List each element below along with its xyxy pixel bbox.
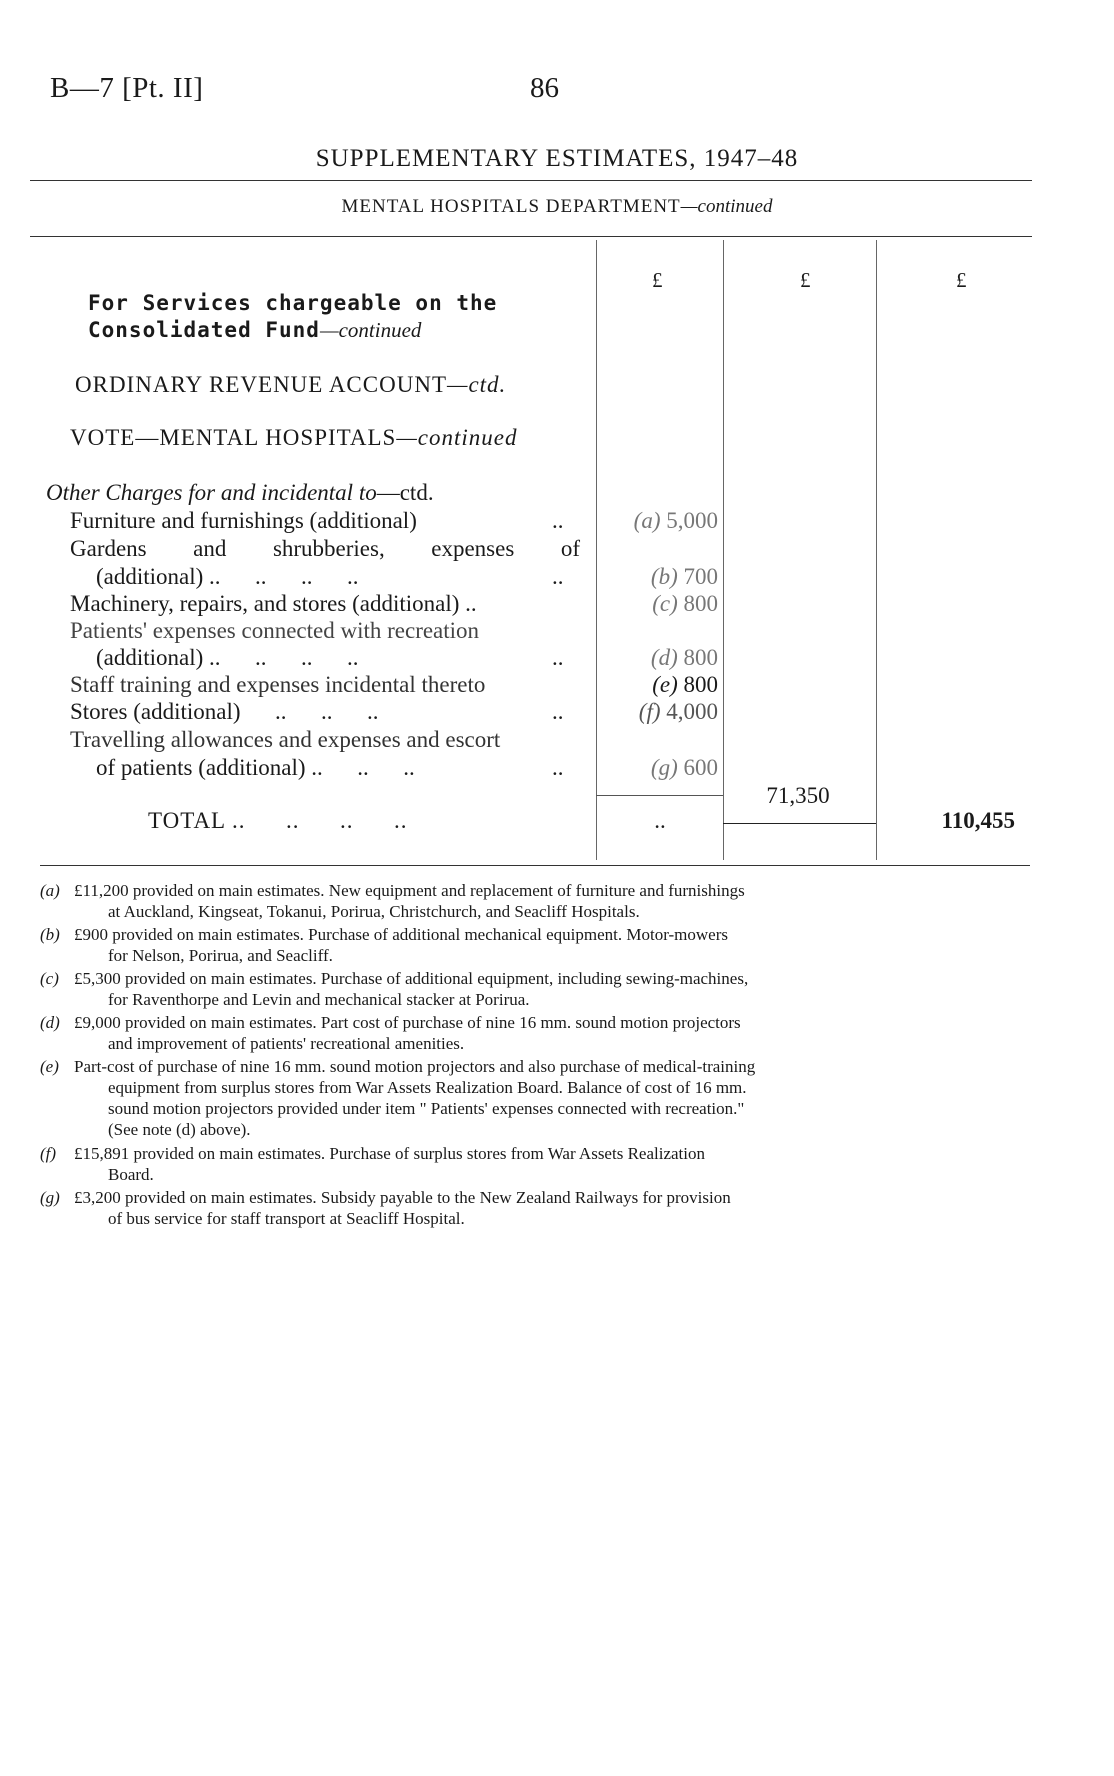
item-note: (c) bbox=[652, 591, 678, 616]
item-leader-dots: .. bbox=[552, 564, 564, 589]
item-label: Furniture and furnishings (additional) bbox=[70, 508, 417, 533]
item-label: Patients' expenses connected with recreation bbox=[70, 618, 480, 643]
footnote-text-continued: sound motion projectors provided under item " Patients' expenses connected with recreation." bbox=[108, 1099, 745, 1118]
department-suffix: —continued bbox=[680, 196, 773, 217]
footnote bbox=[40, 1056, 1030, 1140]
item-label-continued: (additional) .. .. .. .. bbox=[96, 645, 359, 670]
footnote-key: (d) bbox=[40, 1013, 60, 1032]
subhead-text: Other Charges for and incidental to bbox=[46, 480, 377, 505]
footnote-rule bbox=[40, 865, 1030, 866]
footnote-text: £11,200 provided on main estimates. New equipment and replacement of furniture and furnishings bbox=[74, 881, 745, 900]
footnote bbox=[40, 924, 1030, 966]
department-heading bbox=[0, 196, 1114, 218]
item-label: Gardens and shrubberies, expenses of bbox=[70, 536, 580, 561]
subtotal-rule bbox=[596, 795, 723, 796]
item-note: (d) bbox=[650, 645, 678, 670]
vote-name: VOTE—MENTAL HOSPITALS bbox=[70, 425, 397, 450]
item-amount bbox=[600, 699, 718, 725]
column-head-2: £ bbox=[800, 268, 811, 292]
item-amount bbox=[600, 564, 718, 590]
item-value: 800 bbox=[683, 645, 718, 670]
footnote-key: (c) bbox=[40, 969, 59, 988]
item-note: (b) bbox=[650, 564, 678, 589]
footnote bbox=[40, 1143, 1030, 1185]
item-label: Stores (additional) .. .. .. bbox=[70, 699, 379, 724]
footnote-text-continued: (See note (d) above). bbox=[108, 1120, 251, 1139]
item-amount bbox=[600, 645, 718, 671]
footnote-text: £15,891 provided on main estimates. Purchase of surplus stores from War Assets Realization bbox=[74, 1144, 705, 1163]
footnote-text: £3,200 provided on main estimates. Subsidy payable to the New Zealand Railways for provision bbox=[74, 1188, 731, 1207]
footnote-key: (f) bbox=[40, 1144, 57, 1163]
item-note: (e) bbox=[652, 672, 678, 697]
total-column1: .. bbox=[654, 808, 666, 833]
account-name: ORDINARY REVENUE ACCOUNT bbox=[75, 372, 447, 397]
footnote bbox=[40, 1012, 1030, 1054]
item-label: Staff training and expenses incidental thereto bbox=[70, 672, 486, 697]
table-top-rule bbox=[30, 236, 1032, 237]
footnote-text-continued: of bus service for staff transport at Seacliff Hospital. bbox=[108, 1209, 465, 1228]
footnote bbox=[40, 968, 1030, 1010]
item-amount bbox=[600, 508, 718, 534]
footnote-text: £900 provided on main estimates. Purchase of additional mechanical equipment. Motor-mowers bbox=[74, 925, 728, 944]
item-label-continued: of patients (additional) .. .. .. bbox=[96, 755, 415, 780]
total-rule bbox=[723, 823, 876, 824]
footnote-text-continued: and improvement of patients' recreational amenities. bbox=[108, 1034, 465, 1053]
total-label: TOTAL .. .. .. .. bbox=[148, 808, 408, 833]
item-value: 800 bbox=[683, 591, 718, 616]
page-number: 86 bbox=[530, 72, 559, 104]
item-note: (f) bbox=[638, 699, 661, 724]
column-divider-2 bbox=[723, 240, 724, 860]
item-amount bbox=[600, 672, 718, 698]
footnote-text: Part-cost of purchase of nine 16 mm. sound motion projectors and also purchase of medical-training bbox=[74, 1057, 756, 1076]
footnote-key: (e) bbox=[40, 1057, 59, 1076]
footnote bbox=[40, 1187, 1030, 1229]
item-value: 4,000 bbox=[666, 699, 718, 724]
footnote-text-continued: for Raventhorpe and Levin and mechanical stacker at Porirua. bbox=[108, 990, 530, 1009]
section-heading-line2: Consolidated Fund bbox=[88, 318, 320, 342]
item-leader-dots: .. bbox=[552, 508, 564, 533]
item-value: 5,000 bbox=[666, 508, 718, 533]
footnote-text: £5,300 provided on main estimates. Purchase of additional equipment, including sewing-machines, bbox=[74, 969, 749, 988]
vote-heading bbox=[70, 425, 517, 451]
footnote-key: (b) bbox=[40, 925, 60, 944]
item-value: 700 bbox=[683, 564, 718, 589]
item-note: (a) bbox=[633, 508, 661, 533]
footnote-text-continued: equipment from surplus stores from War Assets Realization Board. Balance of cost of 16 mm. bbox=[108, 1078, 747, 1097]
column-divider-3 bbox=[876, 240, 877, 860]
subhead bbox=[46, 480, 434, 506]
footnote-key: (a) bbox=[40, 881, 60, 900]
footnote-text-continued: for Nelson, Porirua, and Seacliff. bbox=[108, 946, 333, 965]
section-heading-suffix: —continued bbox=[319, 318, 422, 342]
footnote bbox=[40, 880, 1030, 922]
item-note: (g) bbox=[650, 755, 678, 780]
section-heading bbox=[88, 290, 497, 344]
footnote-key: (g) bbox=[40, 1188, 60, 1207]
column-head-3: £ bbox=[956, 268, 967, 292]
item-label: Machinery, repairs, and stores (additional) .. bbox=[70, 591, 477, 616]
column-head-1: £ bbox=[652, 268, 663, 292]
item-amount bbox=[600, 591, 718, 617]
item-label-continued: (additional) .. .. .. .. bbox=[96, 564, 359, 589]
column-divider-1 bbox=[596, 240, 597, 860]
item-value: 800 bbox=[683, 672, 718, 697]
item-value: 600 bbox=[683, 755, 718, 780]
item-leader-dots: .. bbox=[552, 699, 564, 724]
subhead-suffix: —ctd. bbox=[376, 480, 434, 505]
item-amount bbox=[600, 755, 718, 781]
vote-suffix: —continued bbox=[396, 425, 518, 450]
account-heading bbox=[75, 372, 506, 398]
footnote-text-continued: Board. bbox=[108, 1165, 154, 1184]
section-heading-line1: For Services chargeable on the bbox=[88, 291, 498, 315]
grand-total: 110,455 bbox=[941, 808, 1015, 833]
department-name: MENTAL HOSPITALS DEPARTMENT bbox=[341, 196, 681, 217]
item-leader-dots: .. bbox=[552, 645, 564, 670]
item-leader-dots: .. bbox=[552, 755, 564, 780]
document-reference: B—7 [Pt. II] bbox=[50, 72, 204, 104]
item-label: Travelling allowances and expenses and escort bbox=[70, 727, 501, 752]
page-title: SUPPLEMENTARY ESTIMATES, 1947–48 bbox=[315, 145, 799, 172]
account-suffix: —ctd. bbox=[447, 372, 507, 397]
title-rule bbox=[30, 180, 1032, 181]
footnote-text: £9,000 provided on main estimates. Part cost of purchase of nine 16 mm. sound motion projectors bbox=[74, 1013, 741, 1032]
subtotal-amount: 71,350 bbox=[766, 783, 830, 808]
footnote-text-continued: at Auckland, Kingseat, Tokanui, Porirua, Christchurch, and Seacliff Hospitals. bbox=[108, 902, 640, 921]
